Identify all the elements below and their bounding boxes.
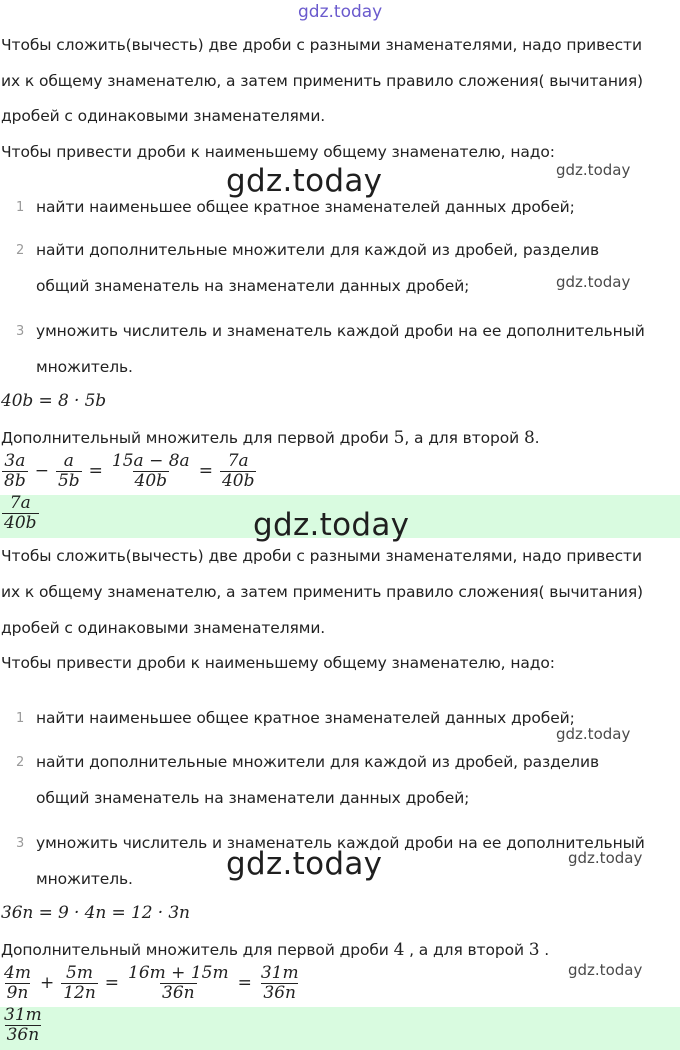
fraction-calculation: $\frac{3a}{8b}$ − $\frac{a}{5b}$ = $\frac{15a - 8a}{40b}$ = $\frac{7a}{40b}$ — [4, 452, 255, 491]
watermark: gdz.today — [568, 961, 643, 979]
watermark: gdz.today — [226, 163, 383, 199]
watermark: gdz.today — [253, 507, 410, 543]
step-text: умножить числитель и знаменатель каждой дроби на ее дополнительный — [36, 322, 645, 340]
intro-line: дробей с одинаковыми знаменателями. — [1, 619, 326, 637]
step-text: общий знаменатель на знаменатели данных дробей; — [36, 277, 470, 295]
watermark: gdz.today — [556, 725, 631, 743]
step-text: множитель. — [36, 358, 133, 376]
intro-line: их к общему знаменателю, а затем применить правило сложения( вычитания) — [1, 72, 643, 90]
step-number: 2 — [16, 243, 25, 258]
intro-line: Чтобы сложить(вычесть) две дроби с разными знаменателями, надо привести — [1, 547, 642, 565]
multiplier-value: 8 — [523, 428, 535, 448]
answer-fraction: $\frac{31m}{36n}$ — [4, 1006, 42, 1045]
watermark-top: gdz.today — [298, 2, 383, 22]
lcm-equation: 40b = 8 · 5b — [1, 391, 107, 411]
watermark: gdz.today — [556, 273, 631, 291]
steps-heading: Чтобы привести дроби к наименьшему общему знаменателю, надо: — [1, 654, 555, 672]
step-text: найти дополнительные множители для каждой из дробей, разделив — [36, 241, 599, 259]
lcm-equation: 36n = 9 · 4n = 12 · 3n — [1, 903, 190, 923]
fraction: $\frac{7a}{40b}$ — [221, 452, 255, 491]
step-text: найти дополнительные множители для каждой из дробей, разделив — [36, 753, 599, 771]
step-text: найти наименьшее общее кратное знаменателей данных дробей; — [36, 198, 575, 216]
intro-line: их к общему знаменателю, а затем применить правило сложения( вычитания) — [1, 583, 643, 601]
steps-heading: Чтобы привести дроби к наименьшему общему знаменателю, надо: — [1, 143, 555, 161]
step-text: умножить числитель и знаменатель каждой дроби на ее дополнительный — [36, 834, 645, 852]
step-number: 1 — [16, 711, 25, 726]
step-number: 3 — [16, 836, 25, 851]
intro-line: дробей с одинаковыми знаменателями. — [1, 107, 326, 125]
fraction: $\frac{5m}{12n}$ — [63, 964, 96, 1003]
multiplier-value: 3 — [528, 940, 540, 960]
fraction-calculation: $\frac{4m}{9n}$ + $\frac{5m}{12n}$ = $\frac{16m + 15m}{36n}$ = $\frac{31m}{36n}$ — [4, 964, 299, 1003]
step-number: 2 — [16, 755, 25, 770]
step-number: 3 — [16, 324, 25, 339]
fraction: $\frac{31m}{36n}$ — [260, 964, 299, 1003]
fraction: $\frac{4m}{9n}$ — [4, 964, 31, 1003]
watermark: gdz.today — [226, 846, 383, 882]
multipliers-line: Дополнительный множитель для первой дроби 4 , а для второй 3 . — [1, 940, 550, 960]
answer-fraction: $\frac{7a}{40b}$ — [4, 494, 37, 533]
step-text: множитель. — [36, 870, 133, 888]
step-text: общий знаменатель на знаменатели данных дробей; — [36, 789, 470, 807]
watermark: gdz.today — [568, 849, 643, 867]
step-number: 1 — [16, 200, 25, 215]
step-text: найти наименьшее общее кратное знаменателей данных дробей; — [36, 709, 575, 727]
fraction: $\frac{a}{5b}$ — [57, 452, 80, 491]
intro-line: Чтобы сложить(вычесть) две дроби с разными знаменателями, надо привести — [1, 36, 642, 54]
multiplier-value: 4 — [393, 940, 405, 960]
answer-band — [0, 1007, 680, 1050]
fraction: $\frac{16m + 15m}{36n}$ — [128, 964, 229, 1003]
fraction: $\frac{15a - 8a}{40b}$ — [111, 452, 190, 491]
watermark: gdz.today — [556, 161, 631, 179]
fraction: $\frac{3a}{8b}$ — [4, 452, 26, 491]
multipliers-line: Дополнительный множитель для первой дроби 5, а для второй 8. — [1, 428, 540, 448]
multiplier-value: 5 — [393, 428, 405, 448]
